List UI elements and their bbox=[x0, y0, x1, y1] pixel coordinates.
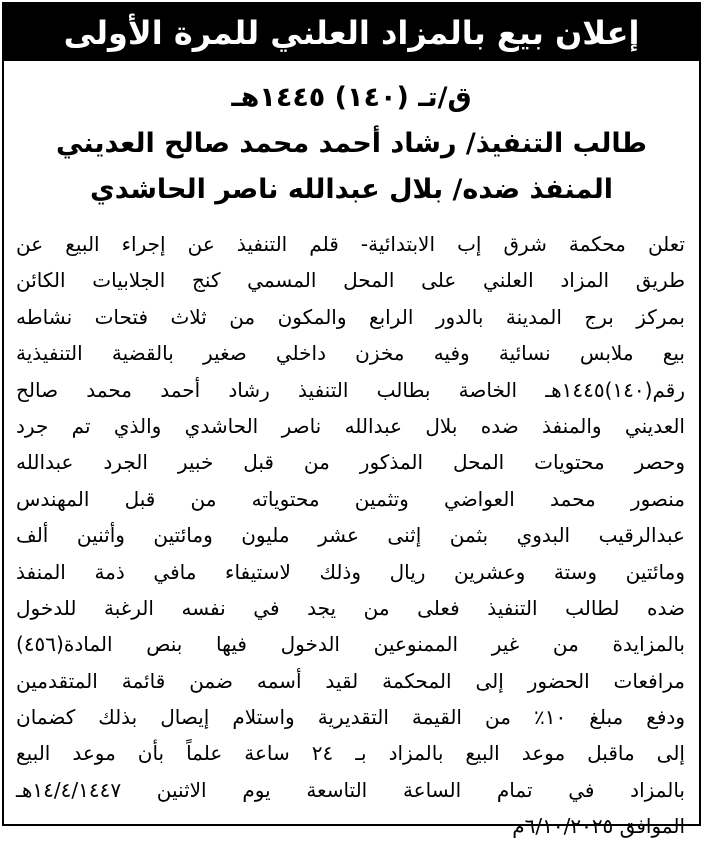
body-line-date: الموافق ٦/١٠/٢٠٢٥م bbox=[512, 814, 685, 839]
body-line: وحصر محتويات المحل المذكور من قبل خبير الجرد عبدالله bbox=[16, 450, 685, 475]
body-line: تعلن محكمة شرق إب الابتدائية- قلم التنفيذ عن إجراء البيع عن bbox=[16, 232, 685, 256]
notice-header bbox=[4, 4, 699, 61]
body-line: طريق المزاد العلني على المحل المسمي كنج الجلابيات الكائن bbox=[16, 268, 685, 293]
body-line: ومائتين وستة وعشرين ريال وذلك لاستيفاء مافي ذمة المنفذ bbox=[16, 559, 685, 584]
respondent-line: المنفذ ضده/ بلال عبدالله ناصر الحاشدي bbox=[90, 174, 613, 205]
body-line: ضده لطالب التنفيذ فعلى من يجد في نفسه الرغبة للدخول bbox=[16, 595, 685, 620]
body-line: رقم(١٤٠)١٤٤٥هـ الخاصة بطالب التنفيذ رشاد أحمد محمد صالح bbox=[16, 377, 685, 402]
notice-body bbox=[16, 226, 685, 845]
body-line: إلى ماقبل موعد البيع بالمزاد بـ ٢٤ ساعة علماً بأن موعد البيع bbox=[16, 741, 685, 766]
notice-frame bbox=[2, 2, 701, 839]
body-line: مرافعات الحضور إلى المحكمة لقيد أسمه ضمن قائمة المتقدمين bbox=[16, 668, 685, 693]
applicant-line: طالب التنفيذ/ رشاد أحمد محمد صالح العديني bbox=[56, 128, 647, 159]
body-line: بالمزاد في تمام الساعة التاسعة يوم الاثنين ١٤/٤/١٤٤٧هـ bbox=[16, 777, 685, 802]
case-number: ق/تـ (١٤٠) ١٤٤٥هـ bbox=[231, 82, 472, 113]
notice-title: إعلان بيع بالمزاد العلني للمرة الأولى bbox=[63, 13, 640, 52]
body-line: بمركز برج المدينة بالدور الرابع والمكون من ثلاث فتحات نشاطه bbox=[16, 304, 685, 329]
body-line: عبدالرقيب البدوي بثمن إثنى عشر مليون ومائتين وأثنين ألف bbox=[16, 523, 685, 548]
body-line: بالمزايدة من غير الممنوعين الدخول فيها بنص المادة(٤٥٦) bbox=[16, 632, 685, 657]
body-line: ودفع مبلغ ١٠٪ من القيمة التقديرية واستلام إيصال بذلك كضمان bbox=[16, 705, 685, 730]
body-line: العديني والمنفذ ضده بلال عبدالله ناصر الحاشدي والذي تم جرد bbox=[16, 413, 685, 438]
body-line: بيع ملابس نسائية وفيه مخزن داخلي صغير بالقضية التنفيذية bbox=[16, 341, 685, 366]
body-line: منصور محمد العواضي وتثمين محتوياته من قبل المهندس bbox=[16, 486, 685, 511]
